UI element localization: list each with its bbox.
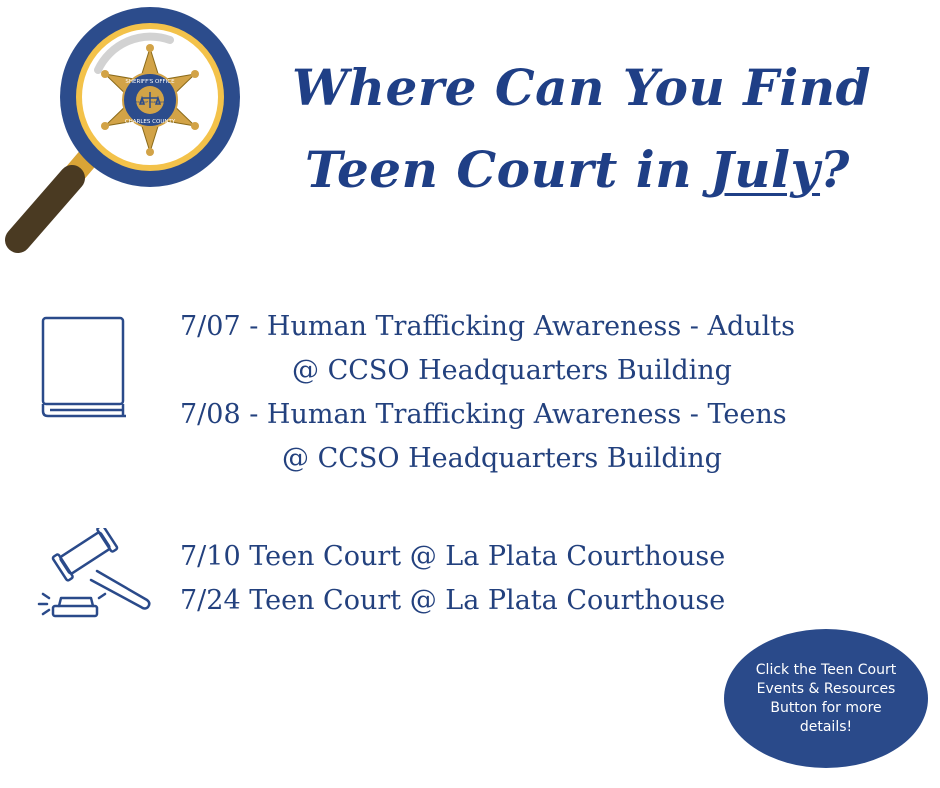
- event-line-2: 7/08 - Human Trafficking Awareness - Teens: [180, 399, 787, 430]
- event-location-1: @ CCSO Headquarters Building: [292, 355, 732, 386]
- title-prefix: Teen Court in: [305, 140, 710, 199]
- event-line-3: 7/10 Teen Court @ La Plata Courthouse: [180, 541, 726, 572]
- badge-top-text: SHERIFF'S OFFICE: [125, 79, 175, 85]
- page-title-line-1: Where Can You Find: [292, 58, 872, 117]
- badge-seal-text: STATE OF MARYLAND: [134, 100, 166, 104]
- event-location-2: @ CCSO Headquarters Building: [282, 443, 722, 474]
- magnifier-icon: [0, 0, 270, 270]
- title-month: July: [709, 140, 821, 199]
- badge-bottom-text: CHARLES COUNTY: [124, 119, 176, 125]
- page-title-line-2: [305, 140, 850, 200]
- cta-text: Click the Teen Court Events & Resources Button for more details!: [755, 661, 897, 735]
- magnifier-handle: [18, 158, 88, 240]
- title-suffix: ?: [820, 140, 850, 199]
- book-icon: [40, 315, 130, 420]
- event-line-4: 7/24 Teen Court @ La Plata Courthouse: [180, 585, 726, 616]
- events-resources-cta[interactable]: [724, 629, 928, 768]
- gavel-icon: [35, 528, 153, 623]
- event-line-1: 7/07 - Human Trafficking Awareness - Adults: [180, 311, 795, 342]
